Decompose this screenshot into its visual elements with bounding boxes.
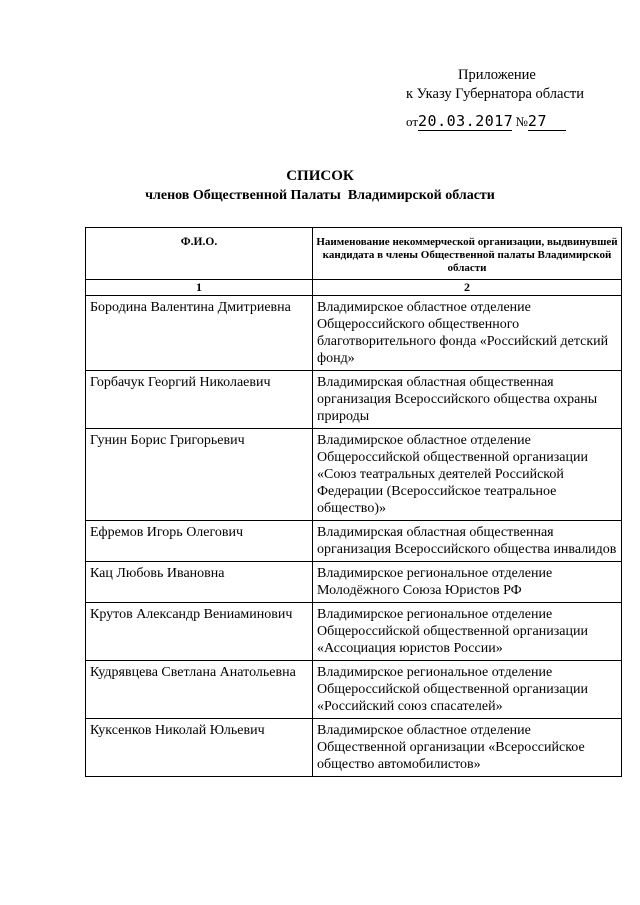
- member-name: Крутов Александр Вениаминович: [86, 603, 313, 661]
- column-number-row: [86, 280, 622, 296]
- member-organization: Владимирская областная общественная организация Всероссийского общества охраны природы: [313, 371, 622, 429]
- table-row: [86, 429, 622, 521]
- member-name: Кудрявцева Светлана Анатольевна: [86, 661, 313, 719]
- table-row: [86, 371, 622, 429]
- member-name: Кац Любовь Ивановна: [86, 562, 313, 603]
- members-table: [85, 227, 622, 777]
- decree-date: 20.03.2017: [418, 112, 514, 130]
- decree-number: 27: [528, 114, 566, 131]
- member-name: Куксенков Николай Юльевич: [86, 719, 313, 777]
- appendix-reference: к Указу Губернатора области: [406, 86, 584, 102]
- list-title: СПИСОК: [286, 168, 354, 184]
- member-organization: Владимирское региональное отделение Молодёжного Союза Юристов РФ: [313, 562, 622, 603]
- appendix-block: [406, 66, 584, 104]
- member-organization: Владимирское региональное отделение Общероссийской общественной организации «Российский союз спасателей»: [313, 661, 622, 719]
- from-label: от: [406, 114, 419, 129]
- table-row: [86, 603, 622, 661]
- table-row: [86, 719, 622, 777]
- member-name: Ефремов Игорь Олегович: [86, 521, 313, 562]
- appendix-title: Приложение: [458, 67, 536, 83]
- member-organization: Владимирское областное отделение Общероссийского общественного благотворительного фонда «Российский детский фонд»: [313, 296, 622, 371]
- member-name: Бородина Валентина Дмитриевна: [86, 296, 313, 371]
- member-name: Горбачук Георгий Николаевич: [86, 371, 313, 429]
- list-subtitle: членов Общественной Палаты Владимирской области: [145, 188, 495, 203]
- member-organization: Владимирское областное отделение Общественной организации «Всероссийское общество автомобилистов»: [313, 719, 622, 777]
- decree-date-line: [406, 114, 566, 131]
- member-organization: Владимирское региональное отделение Общероссийской общественной организации «Ассоциация юристов России»: [313, 603, 622, 661]
- member-organization: Владимирская областная общественная организация Всероссийского общества инвалидов: [313, 521, 622, 562]
- table-row: [86, 661, 622, 719]
- column-number: 1: [86, 280, 313, 296]
- header-organization: Наименование некоммерческой организации, выдвинувшей кандидата в члены Общественной палаты Владимирской области: [313, 228, 622, 280]
- member-organization: Владимирское областное отделение Общероссийской общественной организации «Союз театральных деятелей Российской Федерации (Всероссийское театральное общество)»: [313, 429, 622, 521]
- member-name: Гунин Борис Григорьевич: [86, 429, 313, 521]
- column-number: 2: [313, 280, 622, 296]
- table-header-row: [86, 228, 622, 280]
- header-name: Ф.И.О.: [86, 228, 313, 280]
- table-row: [86, 296, 622, 371]
- number-label: №: [515, 114, 528, 129]
- table-row: [86, 521, 622, 562]
- table-row: [86, 562, 622, 603]
